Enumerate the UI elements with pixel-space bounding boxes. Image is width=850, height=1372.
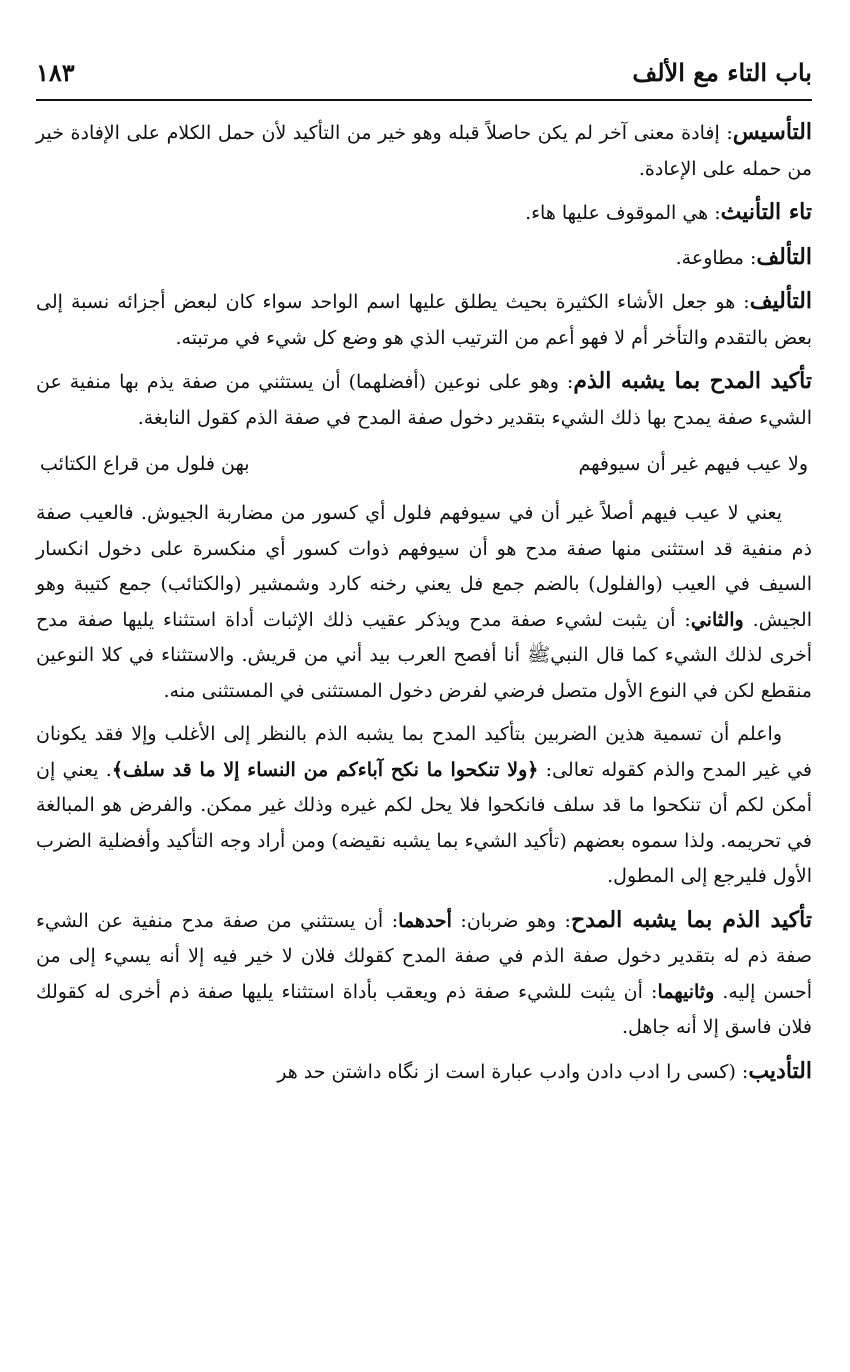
- verse-explanation: [36, 496, 812, 709]
- entry-text: : وهو ضربان:: [451, 909, 571, 932]
- entry-taaluf: [36, 240, 812, 277]
- entry-text: : أن يستثني من صفة مدح منفية عن الشيء صفة ذم له بتقدير دخول صفة الذم في صفة المدح كقولك فلان لا خير فيه إلا أنه يسيء إلى من أحسن إليه.: [36, 909, 812, 1003]
- entry-text: : هو جعل الأشاء الكثيرة بحيث يطلق عليها اسم الواحد سواء كان لبعض أجزائه نسبة إلى بعض بالتقدم والتأخر أم لا فهو أعم من الترتيب الذي هو وضع كل شيء في مرتبته.: [36, 291, 812, 349]
- entry-text: : هي الموقوف عليها هاء.: [525, 202, 721, 224]
- explanation-text: : أن يثبت لشيء صفة مدح ويذكر عقيب ذلك الإثبات أداة استثناء يليها صفة مدح أخرى لذلك الشيء كما قال النبيﷺ أنا أفصح العرب بيد أني من قريش. والاستثناء في كلا النوعين منقطع لكن في النوع الأول متصل فرضي لفرض دخول المستثنى في المستثنى منه.: [36, 608, 812, 702]
- page-number: ١٨٣: [36, 58, 75, 87]
- explanation-text: يعني لا عيب فيهم أصلاً غير أن في سيوفهم فلول أي كسور من مضاربة الجيوش. فالعيب صفة ذم منفية قد استثنى منها صفة مدح هو أن سيوفهم ذوات كسور أي منكسرة على دخول انكسار السيف في العيب (والفلول) بالضم جمع فل يعني رخنه كارد وشمشير (والكتائب) جمع كتيبة وهو الجيش.: [36, 502, 812, 631]
- entry-term: تاء التأنيث: [720, 199, 812, 225]
- verse-first-hemistich: ولا عيب فيهم غير أن سيوفهم: [578, 453, 808, 475]
- page-content: [36, 115, 812, 1090]
- note-text: واعلم أن تسمية هذين الضربين بتأكيد المدح بما يشبه الذم بالنظر إلى الأغلب وإلا فقد يكونان في غير المدح والذم كقوله تعالى:: [36, 723, 813, 781]
- entry-term: التأليف: [749, 288, 812, 314]
- entry-text: : إفادة معنى آخر لم يكن حاصلاً قبله وهو خير من التأكيد لأن حمل الكلام على الإفادة خير من حمله على الإعادة.: [36, 122, 812, 180]
- second-type-label: وثانيهما: [657, 980, 715, 1003]
- verse-second-hemistich: بهن فلول من قراع الكتائب: [40, 453, 250, 475]
- entry-text: : مطاوعة.: [675, 246, 757, 269]
- entry-ta-tanith: [36, 195, 812, 232]
- second-type-label: والثاني: [690, 608, 744, 631]
- chapter-title: باب التاء مع الألف: [632, 58, 812, 87]
- note-paragraph: [36, 717, 812, 895]
- entry-term: التألف: [756, 243, 812, 270]
- quran-quote: ﴿ولا تنكحوا ما نكح آباءكم من النساء إلا ما قد سلف﴾: [111, 758, 539, 781]
- entry-tasis: [36, 115, 812, 187]
- poetry-verse: [40, 446, 808, 482]
- entry-term: التأسيس: [732, 119, 812, 145]
- entry-talif: [36, 284, 812, 356]
- entry-term: التأديب: [748, 1057, 812, 1084]
- entry-tawkid-dhamm: [36, 903, 812, 1046]
- note-text: . يعني إن أمكن لكم أن تنكحوا ما قد سلف فانكحوا فلا يحل لكم غيره وذلك غير ممكن. والفرض هو المبالغة في تحريمه. ولذا سموه بعضهم (تأكيد الشيء بما يشبه نقيضه) ومن أراد وجه التأكيد وأفضلية الضرب الأول فليرجع إلى المطول.: [36, 758, 812, 887]
- entry-term: تأكيد الذم بما يشبه المدح: [570, 906, 812, 933]
- entry-term: تأكيد المدح بما يشبه الذم: [573, 368, 813, 394]
- first-type-label: أحدهما: [398, 909, 452, 932]
- entry-tawkid-madh: [36, 364, 812, 436]
- entry-text: : وهو على نوعين (أفضلهما) أن يستثني من صفة يذم بها منفية عن الشيء صفة يمدح بها ذلك الشيء بتقدير دخول صفة المدح في صفة الذم كقول النابغة.: [36, 371, 812, 429]
- page-header: [36, 58, 812, 101]
- entry-text: : أن يثبت للشيء صفة ذم ويعقب بأداة استثناء يليها صفة ذم أخرى له كقولك فلان فاسق إلا أنه جاهل.: [36, 980, 812, 1038]
- entry-text: : (كسى را ادب دادن وادب عبارة است از نگاه داشتن حد هر: [277, 1060, 749, 1083]
- entry-tadib: [36, 1054, 812, 1091]
